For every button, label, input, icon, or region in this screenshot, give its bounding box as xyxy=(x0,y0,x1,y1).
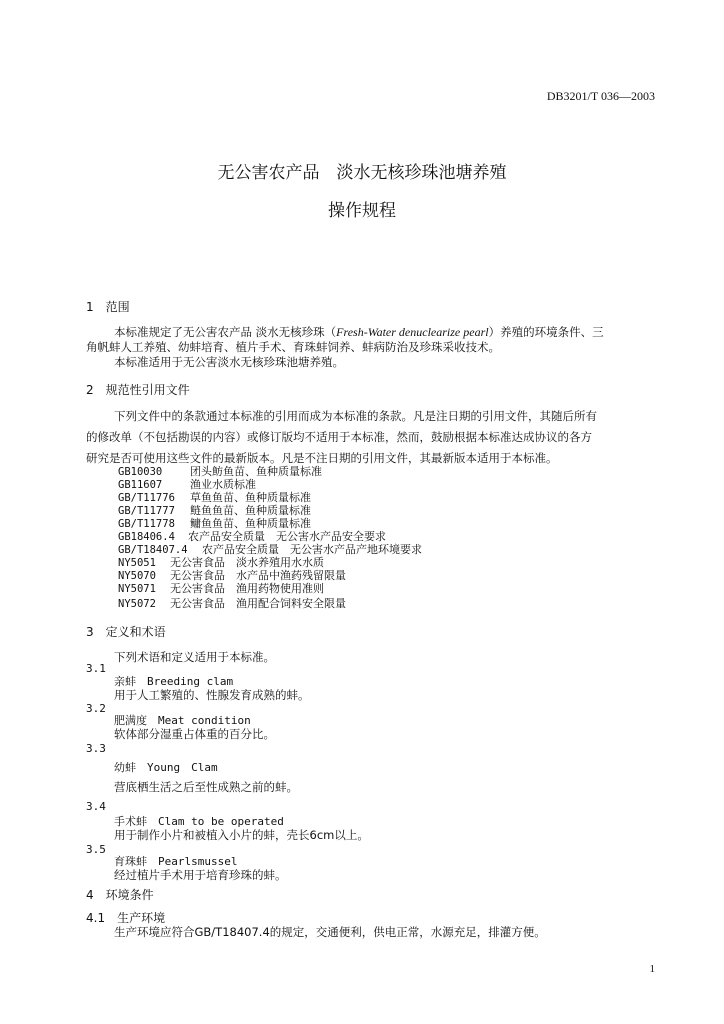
ref-item xyxy=(118,556,324,570)
term-number: 3.5 xyxy=(86,843,106,856)
term-definition: 营底栖生活之后至性成熟之前的蚌。 xyxy=(114,780,298,794)
ref-title: 草鱼鱼苗、鱼种质量标准 xyxy=(190,491,311,504)
term-number: 3.3 xyxy=(86,742,106,755)
ref-item xyxy=(118,491,311,505)
doc-code: DB3201/T 036—2003 xyxy=(546,89,655,103)
ref-code: GB10030 xyxy=(118,466,163,478)
section-4-heading: 4 环境条件 xyxy=(86,888,154,902)
ref-code: GB18406.4 xyxy=(118,531,175,543)
section-1-paragraph-2: 本标准适用于无公害淡水无核珍珠池塘养殖。 xyxy=(114,355,344,369)
section-4-1-paragraph: 生产环境应符合GB/T18407.4的规定，交通便利，供电正常，水源充足，排灌方便。 xyxy=(114,925,546,939)
section-2-paragraph-a: 下列文件中的条款通过本标准的引用而成为本标准的条款。凡是注日期的引用文件，其随后所有 xyxy=(114,409,597,423)
ref-code: GB/T18407.4 xyxy=(118,544,188,556)
ref-code: NY5072 xyxy=(118,598,156,610)
ref-item xyxy=(118,569,346,583)
ref-title: 鲢鱼鱼苗、鱼种质量标准 xyxy=(190,504,311,517)
ref-title: 无公害食品 淡水养殖用水水质 xyxy=(170,556,324,569)
ref-item xyxy=(118,504,311,518)
term-name: 亲蚌 Breeding clam xyxy=(114,675,234,688)
ref-title: 鳙鱼鱼苗、鱼种质量标准 xyxy=(190,517,311,530)
ref-title: 无公害食品 渔用配合饲料安全限量 xyxy=(170,597,346,610)
section-1-paragraph-1 xyxy=(114,325,604,339)
ref-code: GB/T11777 xyxy=(118,505,175,517)
ref-title: 农产品安全质量 无公害水产品产地环境要求 xyxy=(202,543,422,556)
term-name: 幼蚌 Young Clam xyxy=(114,761,218,774)
ref-title: 无公害食品 渔用药物使用准则 xyxy=(170,582,324,595)
ref-title: 无公害食品 水产品中渔药残留限量 xyxy=(170,569,346,582)
ref-item xyxy=(118,543,422,557)
term-number: 3.2 xyxy=(86,702,106,715)
title-line-2: 操作规程 xyxy=(328,201,396,221)
section-1-p1-latin: Fresh-Water denuclearize pearl xyxy=(336,325,489,339)
ref-item xyxy=(118,478,256,492)
title-line-1: 无公害农产品 淡水无核珍珠池塘养殖 xyxy=(217,163,507,183)
term-definition: 经过植片手术用于培育珍珠的蚌。 xyxy=(114,868,287,882)
section-4-1-heading: 4.1 生产环境 xyxy=(86,911,166,925)
ref-code: NY5071 xyxy=(118,583,156,595)
ref-item xyxy=(118,597,346,611)
section-3-heading: 3 定义和术语 xyxy=(86,625,166,639)
page-number: 1 xyxy=(649,963,655,975)
ref-code: NY5051 xyxy=(118,557,156,569)
section-2-heading: 2 规范性引用文件 xyxy=(86,383,190,397)
ref-item xyxy=(118,530,386,544)
term-name: 肥满度 Meat condition xyxy=(114,714,251,727)
section-2-paragraph-b: 的修改单（不包括勘误的内容）或修订版均不适用于本标准，然而，鼓励根据本标准达成协议的各方 xyxy=(86,430,592,444)
term-definition: 用于制作小片和被植入小片的蚌，壳长6cm以上。 xyxy=(114,828,369,842)
term-definition: 软体部分湿重占体重的百分比。 xyxy=(114,727,275,741)
ref-item xyxy=(118,582,324,596)
section-3-intro: 下列术语和定义适用于本标准。 xyxy=(114,650,275,664)
term-number: 3.1 xyxy=(86,662,106,675)
section-1-heading: 1 范围 xyxy=(86,300,130,314)
ref-title: 农产品安全质量 无公害水产品安全要求 xyxy=(188,530,386,543)
section-1-paragraph-1-cont: 角帆蚌人工养殖、幼蚌培育、植片手术、育珠蚌饲养、蚌病防治及珍珠采收技术。 xyxy=(86,340,500,354)
section-1-p1-b: ）养殖的环境条件、三 xyxy=(488,325,604,339)
ref-code: GB/T11776 xyxy=(118,492,175,504)
term-name: 手术蚌 Clam to be operated xyxy=(114,815,284,828)
term-number: 3.4 xyxy=(86,800,106,813)
section-2-paragraph-c: 研究是否可使用这些文件的最新版本。凡是不注日期的引用文件，其最新版本适用于本标准。 xyxy=(86,451,558,465)
term-name: 育珠蚌 Pearlsmussel xyxy=(114,855,238,868)
ref-code: GB/T11778 xyxy=(118,518,175,530)
ref-title: 团头鲂鱼苗、鱼种质量标准 xyxy=(190,465,322,478)
ref-title: 渔业水质标准 xyxy=(190,478,256,491)
section-1-p1-a: 本标准规定了无公害农产品 淡水无核珍珠（ xyxy=(114,325,337,339)
term-definition: 用于人工繁殖的、性腺发育成熟的蚌。 xyxy=(114,688,310,702)
ref-item xyxy=(118,465,322,479)
ref-item xyxy=(118,517,311,531)
ref-code: GB11607 xyxy=(118,479,163,491)
ref-code: NY5070 xyxy=(118,570,156,582)
